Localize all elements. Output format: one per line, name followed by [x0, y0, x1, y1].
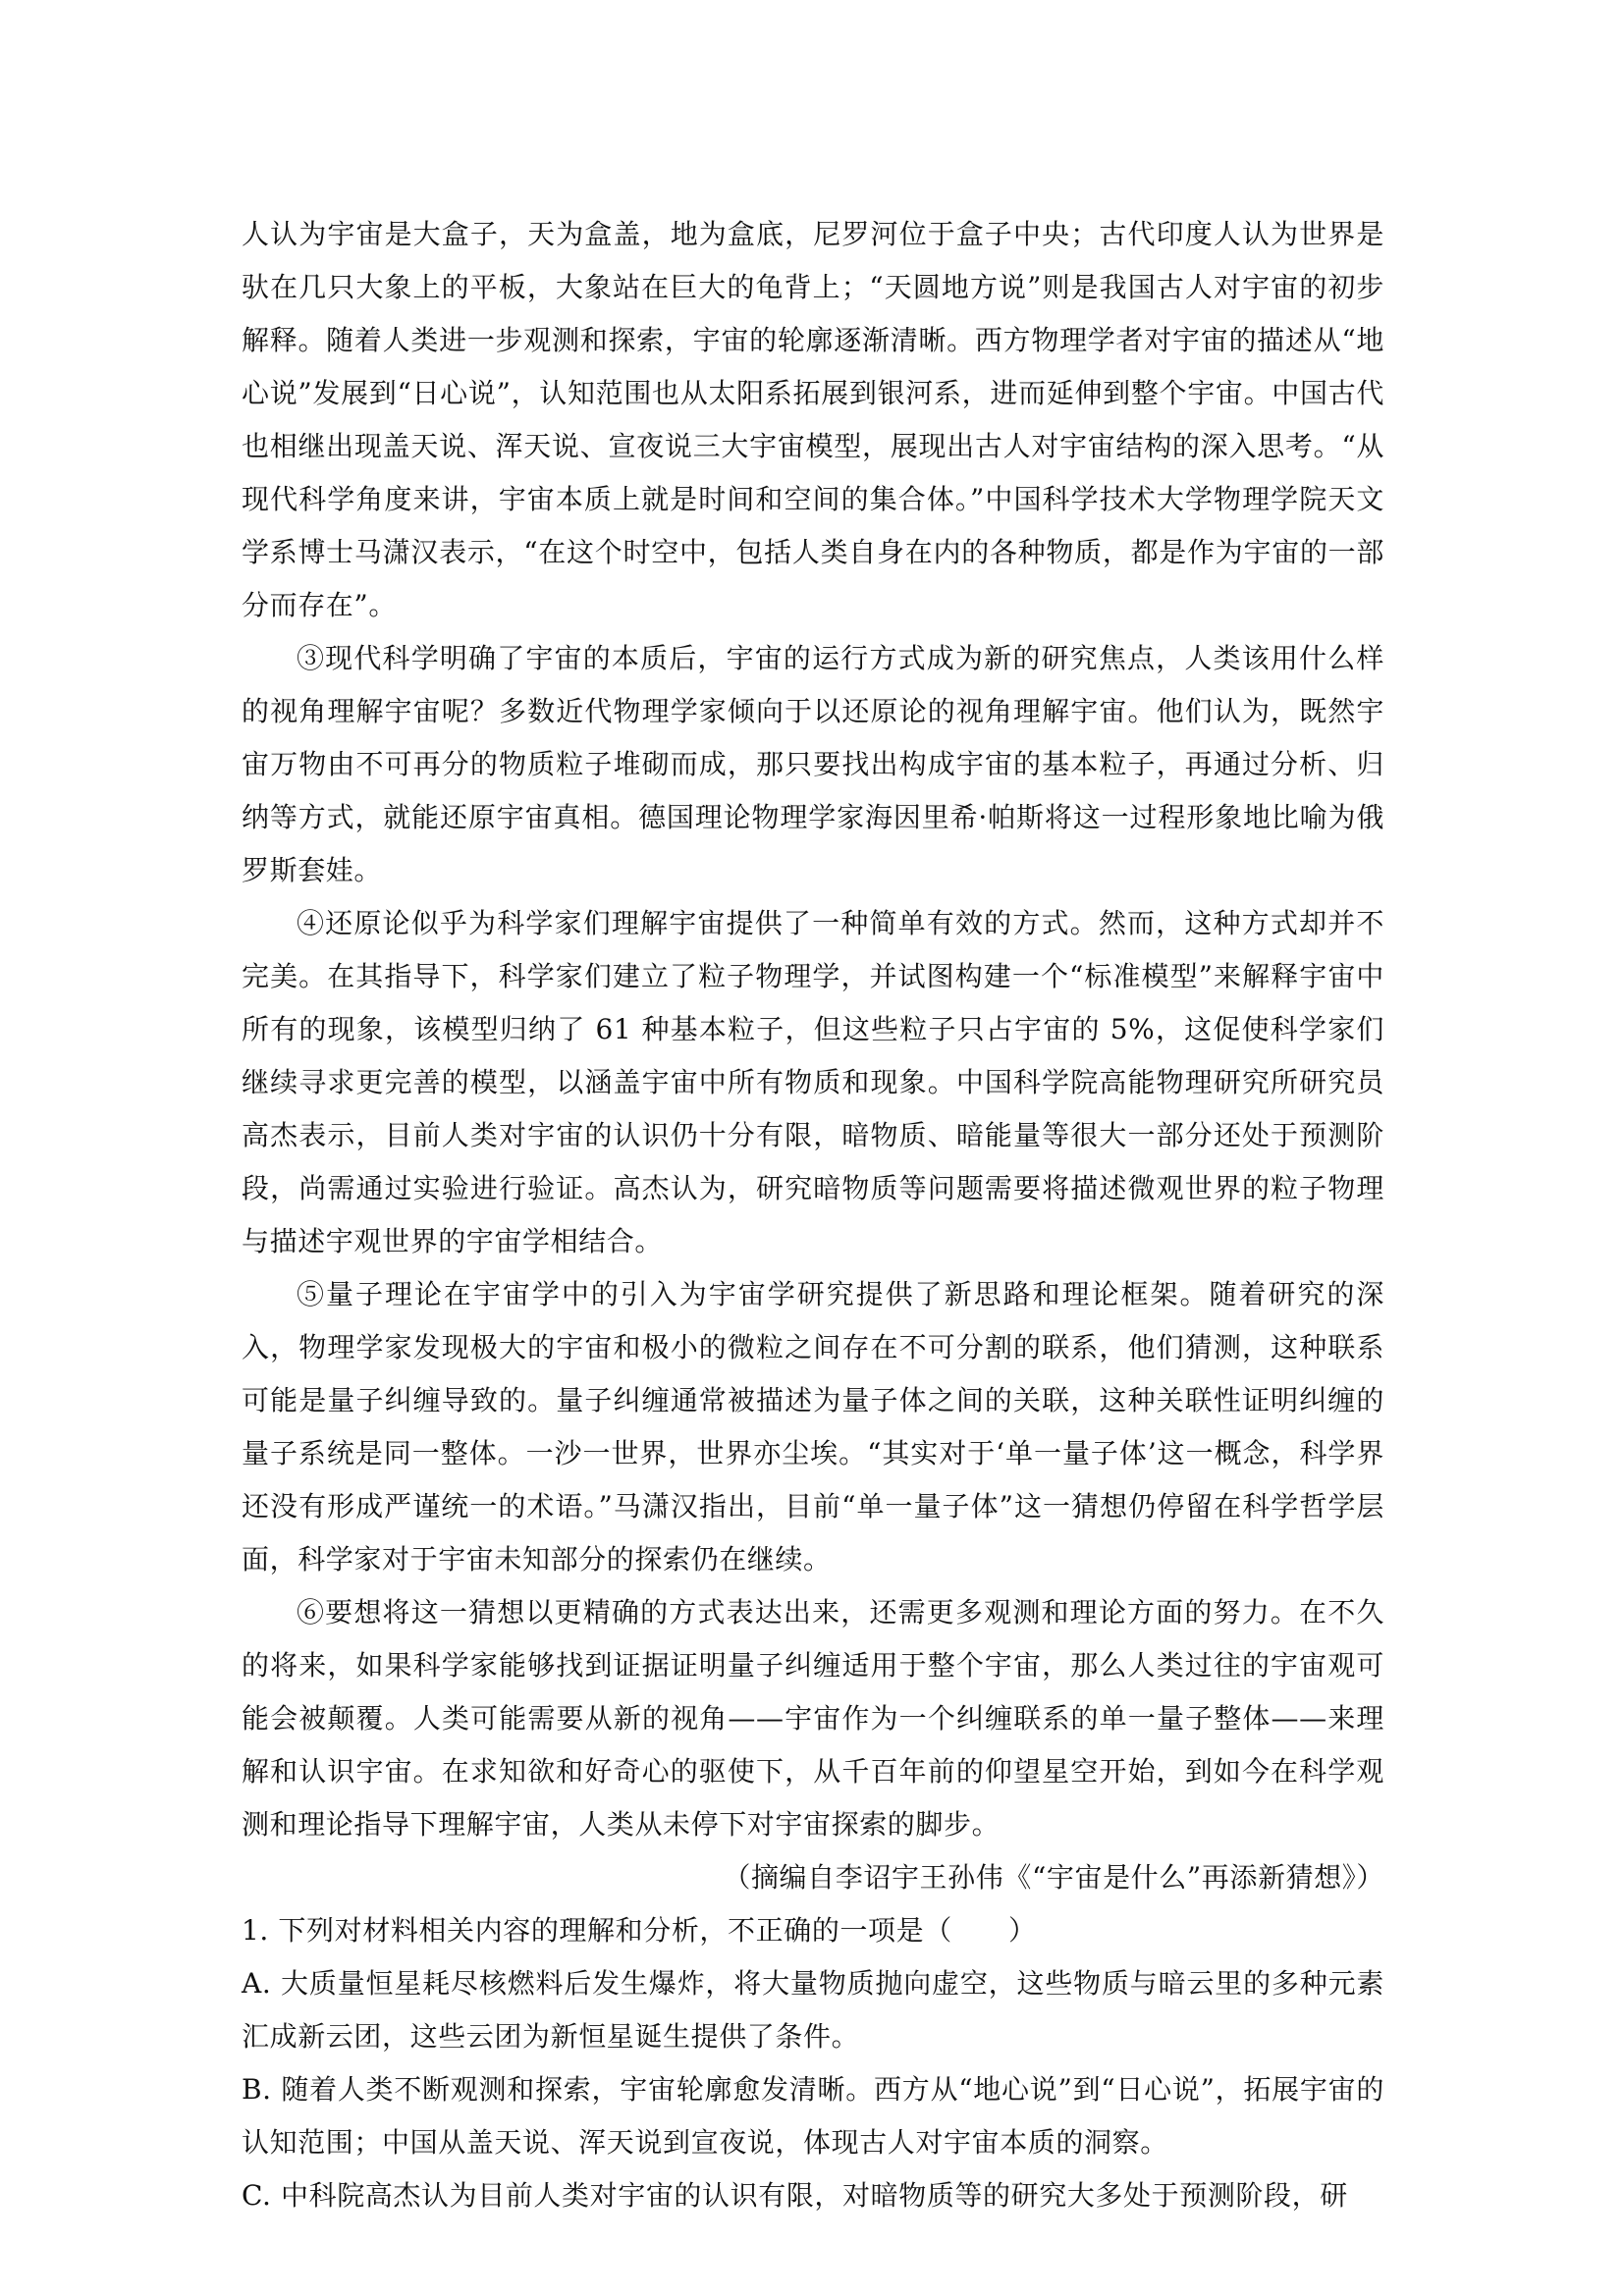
- question-option-c: C. 中科院高杰认为目前人类对宇宙的认识有限，对暗物质等的研究大多处于预测阶段，研: [242, 2179, 1348, 2212]
- article-paragraph-3: ③现代科学明确了宇宙的本质后，宇宙的运行方式成为新的研究焦点，人类该用什么样的视角理解宇宙呢？多数近代物理学家倾向于以还原论的视角理解宇宙。他们认为，既然宇宙万物由不可再分的物质粒子堆砌而成，那只要找出构成宇宙的基本粒子，再通过分析、归纳等方式，就能还原宇宙真相。德国理论物理学家海因里希·帕斯将这一过程形象地比喻为俄罗斯套娃。: [242, 642, 1384, 886]
- article-paragraph-5: ⑤量子理论在宇宙学中的引入为宇宙学研究提供了新思路和理论框架。随着研究的深入，物理学家发现极大的宇宙和极小的微粒之间存在不可分割的联系，他们猜测，这种联系可能是量子纠缠导致的。量子纠缠通常被描述为量子体之间的关联，这种关联性证明纠缠的量子系统是同一整体。一沙一世界，世界亦尘埃。“其实对于‘单一量子体’这一概念，科学界还没有形成严谨统一的术语。”马潇汉指出，目前“单一量子体”这一猜想仍停留在科学哲学层面，科学家对于宇宙未知部分的探索仍在继续。: [242, 1278, 1384, 1575]
- question-option-b: B. 随着人类不断观测和探索，宇宙轮廓愈发清晰。西方从“地心说”到“日心说”，拓展宇宙的认知范围；中国从盖天说、浑天说到宣夜说，体现古人对宇宙本质的洞察。: [242, 2073, 1384, 2159]
- article-paragraph-4: ④还原论似乎为科学家们理解宇宙提供了一种简单有效的方式。然而，这种方式却并不完美。在其指导下，科学家们建立了粒子物理学，并试图构建一个“标准模型”来解释宇宙中所有的现象，该模型归纳了 61 种基本粒子，但这些粒子只占宇宙的 5%，这促使科学家们继续寻求更完善的模型，以涵盖宇宙中所有物质和现象。中国科学院高能物理研究所研究员高杰表示，目前人类对宇宙的认识仍十分有限，暗物质、暗能量等很大一部分还处于预测阶段，尚需通过实验进行验证。高杰认为，研究暗物质等问题需要将描述微观世界的粒子物理与描述宇观世界的宇宙学相结合。: [242, 907, 1384, 1257]
- article-source: （摘编自李诏宇王孙伟《“宇宙是什么”再添新猜想》）: [723, 1861, 1384, 1894]
- document-body: [242, 208, 1384, 2222]
- question-option-a: A. 大质量恒星耗尽核燃料后发生爆炸，将大量物质抛向虚空，这些物质与暗云里的多种元素汇成新云团，这些云团为新恒星诞生提供了条件。: [242, 1967, 1384, 2053]
- question-stem: 1. 下列对材料相关内容的理解和分析，不正确的一项是（ ）: [242, 1914, 1037, 1947]
- article-paragraph-6: ⑥要想将这一猜想以更精确的方式表达出来，还需更多观测和理论方面的努力。在不久的将来，如果科学家能够找到证据证明量子纠缠适用于整个宇宙，那么人类过往的宇宙观可能会被颠覆。人类可能需要从新的视角——宇宙作为一个纠缠联系的单一量子整体——来理解和认识宇宙。在求知欲和好奇心的驱使下，从千百年前的仰望星空开始，到如今在科学观测和理论指导下理解宇宙，人类从未停下对宇宙探索的脚步。: [242, 1596, 1384, 1841]
- article-paragraph-2: 人认为宇宙是大盒子，天为盒盖，地为盒底，尼罗河位于盒子中央；古代印度人认为世界是驮在几只大象上的平板，大象站在巨大的龟背上；“天圆地方说”则是我国古人对宇宙的初步解释。随着人类进一步观测和探索，宇宙的轮廓逐渐清晰。西方物理学者对宇宙的描述从“地心说”发展到“日心说”，认知范围也从太阳系拓展到银河系，进而延伸到整个宇宙。中国古代也相继出现盖天说、浑天说、宣夜说三大宇宙模型，展现出古人对宇宙结构的深入思考。“从现代科学角度来讲，宇宙本质上就是时间和空间的集合体。”中国科学技术大学物理学院天文学系博士马潇汉表示，“在这个时空中，包括人类自身在内的各种物质，都是作为宇宙的一部分而存在”。: [242, 218, 1384, 621]
